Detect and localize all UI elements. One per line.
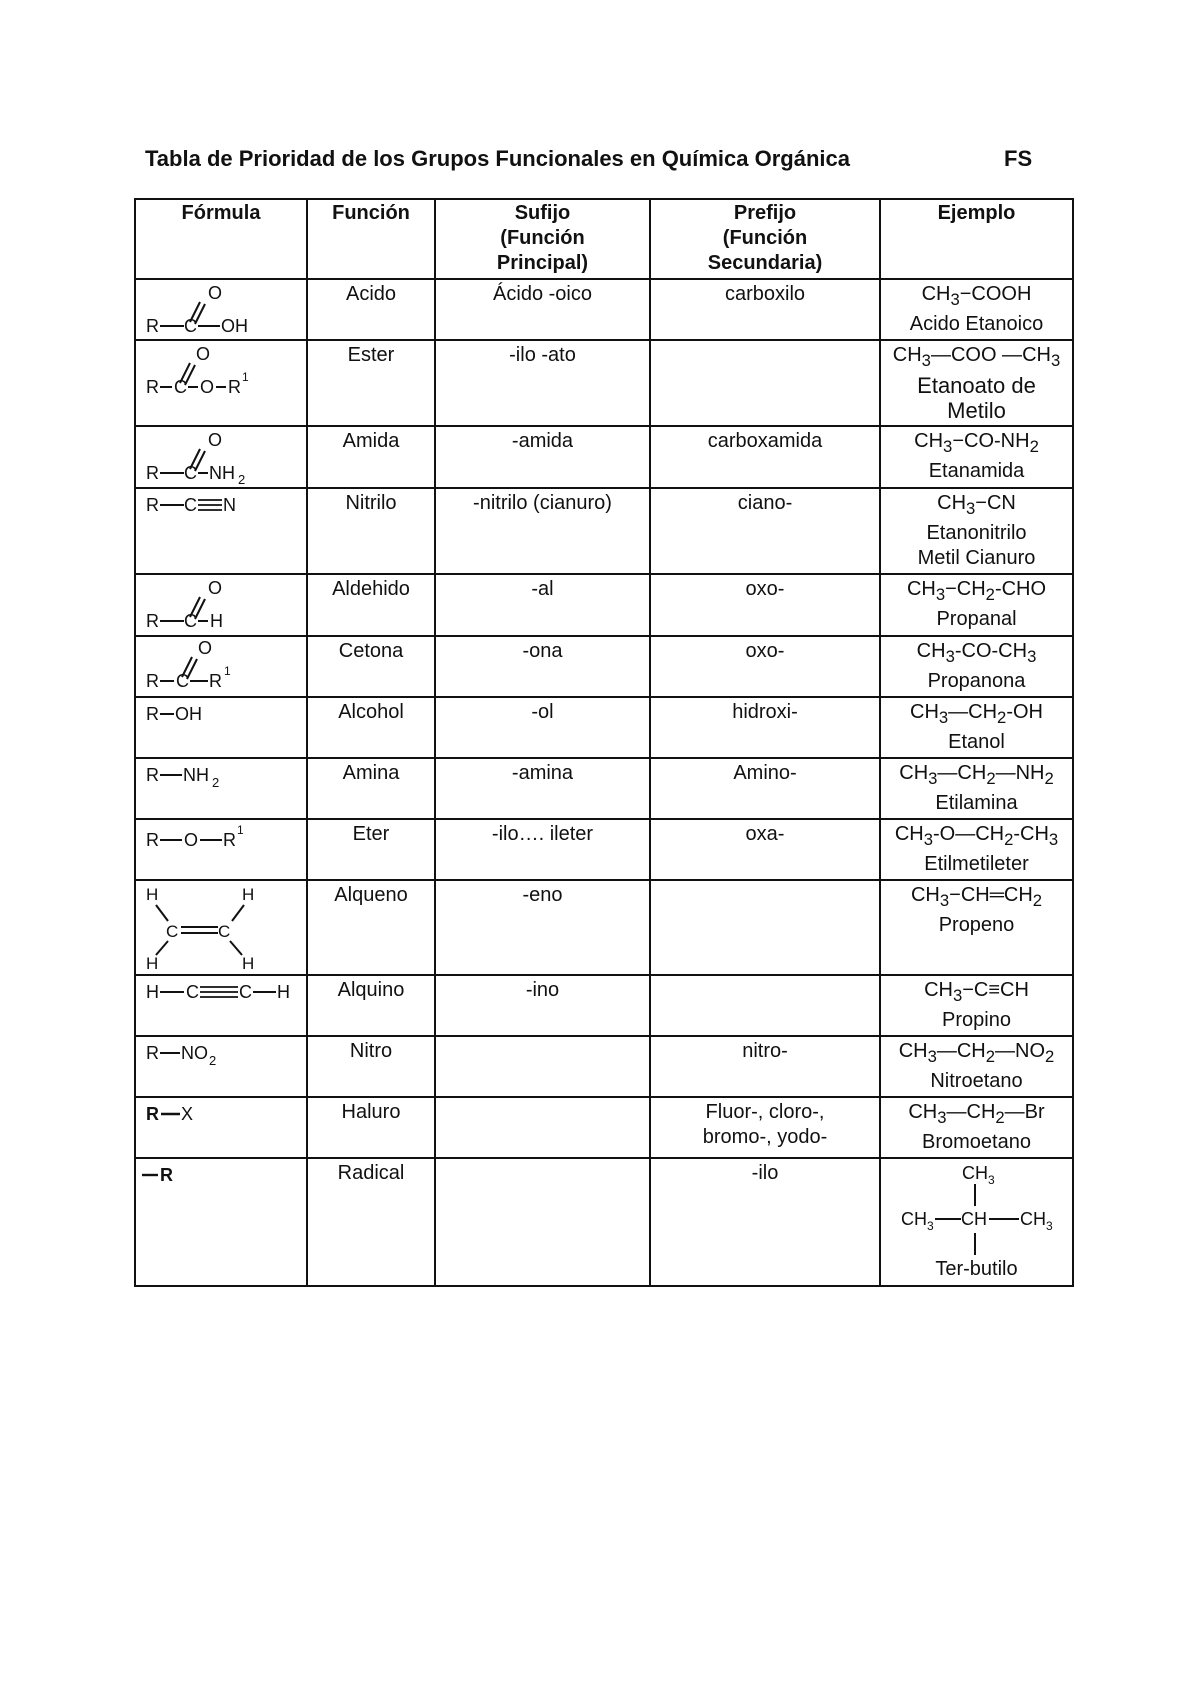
funcion-cell: Alcohol <box>307 697 435 758</box>
svg-text:R: R <box>146 1043 159 1063</box>
svg-text:2: 2 <box>209 1053 217 1068</box>
funcion-cell: Eter <box>307 819 435 880</box>
ejemplo-name: Propeno <box>938 914 1015 936</box>
prefijo-cell: oxo- <box>650 636 880 697</box>
ejemplo-cell <box>880 697 1073 758</box>
ejemplo-cell <box>880 340 1073 426</box>
svg-text:H: H <box>146 885 159 904</box>
sufijo-cell: -ino <box>435 975 650 1036</box>
ejemplo-cell <box>880 279 1073 340</box>
table-row <box>135 758 1073 819</box>
ejemplo-cell <box>880 819 1073 880</box>
structure-acid-formula <box>136 280 306 336</box>
sufijo-cell: -ol <box>435 697 650 758</box>
svg-text:NH: NH <box>183 765 209 785</box>
header-ejemplo: Ejemplo <box>880 199 1073 279</box>
svg-text:R: R <box>146 830 159 850</box>
table-row <box>135 488 1073 574</box>
table-row <box>135 1036 1073 1097</box>
svg-text:C: C <box>184 611 197 631</box>
svg-text:C: C <box>184 316 197 336</box>
funcion-cell: Radical <box>307 1158 435 1286</box>
svg-text:C: C <box>218 922 231 941</box>
ejemplo-formula: $CH_3-CH_2$-CHO <box>906 578 1047 604</box>
svg-text:C: C <box>166 922 179 941</box>
svg-text:1: 1 <box>242 370 249 384</box>
formula-cell <box>135 340 307 426</box>
table-header-row <box>135 199 1073 279</box>
ejemplo-formula: $CH_3-CO-CH_3$ <box>916 640 1037 666</box>
header-funcion: Función <box>307 199 435 279</box>
funcion-cell: Alqueno <box>307 880 435 975</box>
ejemplo-name: Etanamida <box>928 460 1025 482</box>
structure-halide-formula <box>136 1098 306 1128</box>
svg-text:R: R <box>146 316 159 336</box>
funcion-cell: Alquino <box>307 975 435 1036</box>
sufijo-cell: -ona <box>435 636 650 697</box>
ejemplo-formula: $CH_3—COO$ $—CH_3$ <box>892 344 1061 370</box>
ejemplo-cell <box>880 1036 1073 1097</box>
formula-cell <box>135 975 307 1036</box>
svg-text:2: 2 <box>238 472 246 485</box>
svg-text:CH: CH <box>1020 1209 1046 1229</box>
ejemplo-name: Propanal <box>936 608 1017 630</box>
table-row <box>135 1158 1073 1286</box>
ejemplo-formula: $CH_3—CH_2—Br$ <box>908 1101 1045 1127</box>
prefijo-cell: carboxamida <box>650 426 880 488</box>
ejemplo-name: Propanona <box>927 670 1026 692</box>
formula-cell <box>135 1097 307 1158</box>
sufijo-cell <box>435 1036 650 1097</box>
table-row <box>135 819 1073 880</box>
ejemplo-formula: $CH_3-C\equiv CH$ <box>924 979 1029 1005</box>
formula-cell <box>135 819 307 880</box>
ejemplo-name: Etanol <box>948 731 1005 753</box>
funcion-cell: Amida <box>307 426 435 488</box>
structure-amide-formula <box>136 427 306 485</box>
svg-text:CH: CH <box>901 1209 927 1229</box>
funcion-cell: Aldehido <box>307 574 435 636</box>
table-row <box>135 574 1073 636</box>
svg-text:H: H <box>146 982 159 1002</box>
svg-text:NH: NH <box>209 463 235 483</box>
funcion-cell: Acido <box>307 279 435 340</box>
svg-text:H: H <box>242 885 255 904</box>
ejemplo-name: Propino <box>942 1009 1011 1031</box>
functional-groups-table <box>134 198 1074 1287</box>
svg-text:OH: OH <box>175 704 202 724</box>
svg-text:H: H <box>277 982 290 1002</box>
funcion-cell: Nitrilo <box>307 488 435 574</box>
sufijo-cell: -ilo -ato <box>435 340 650 426</box>
sufijo-cell: -ilo…. ileter <box>435 819 650 880</box>
table-row <box>135 1097 1073 1158</box>
svg-text:C: C <box>186 982 199 1002</box>
ejemplo-cell <box>880 1097 1073 1158</box>
svg-text:OH: OH <box>221 316 248 336</box>
funcion-cell: Nitro <box>307 1036 435 1097</box>
svg-text:O: O <box>184 830 199 850</box>
svg-text:C: C <box>184 463 197 483</box>
header-sufijo: Sufijo (Función Principal) <box>435 199 650 279</box>
svg-text:O: O <box>198 638 213 658</box>
svg-text:1: 1 <box>224 664 231 678</box>
funcion-cell: Haluro <box>307 1097 435 1158</box>
prefijo-cell: hidroxi- <box>650 697 880 758</box>
ejemplo-formula: $CH_3-CH═CH_2$ <box>910 884 1043 910</box>
ejemplo-formula: $CH_3-CN$ <box>937 492 1016 518</box>
prefijo-cell <box>650 340 880 426</box>
header-prefijo: Prefijo (Función Secundaria) <box>650 199 880 279</box>
svg-text:R: R <box>146 765 159 785</box>
funcion-cell: Amina <box>307 758 435 819</box>
table-row <box>135 636 1073 697</box>
svg-text:C: C <box>239 982 252 1002</box>
prefijo-cell: carboxilo <box>650 279 880 340</box>
prefijo-cell <box>650 975 880 1036</box>
ejemplo-formula: $CH_3-COOH$ <box>921 283 1032 309</box>
ejemplo-name: Ter-butilo <box>935 1258 1018 1280</box>
structure-ether-formula <box>136 820 306 854</box>
svg-text:N: N <box>223 495 236 515</box>
structure-alcohol-formula <box>136 698 306 728</box>
svg-text:3: 3 <box>1046 1219 1053 1233</box>
svg-text:H: H <box>210 611 223 631</box>
prefijo-cell <box>650 880 880 975</box>
svg-text:R: R <box>146 1104 159 1124</box>
ejemplo-cell <box>880 488 1073 574</box>
ejemplo-formula: $CH_3—CH_2—NO_2$ <box>898 1040 1055 1066</box>
ejemplo-name: Bromoetano <box>922 1131 1031 1153</box>
ejemplo-name: Etilmetileter <box>924 853 1029 875</box>
author-tag: FS <box>1004 146 1033 171</box>
svg-text:CH: CH <box>962 1163 988 1183</box>
structure-ester-formula <box>136 341 306 401</box>
svg-text:O: O <box>208 578 223 598</box>
ejemplo-formula: $CH_3—CH_2—NH_2$ <box>899 762 1054 788</box>
svg-text:C: C <box>176 671 189 691</box>
sufijo-cell: Ácido -oico <box>435 279 650 340</box>
svg-text:CH: CH <box>961 1209 987 1229</box>
svg-text:1: 1 <box>237 823 244 837</box>
svg-text:O: O <box>208 430 223 450</box>
structure-radical-formula <box>136 1159 306 1189</box>
ejemplo-name: Etanoato de Metilo <box>917 373 1036 423</box>
svg-text:R: R <box>146 704 159 724</box>
svg-text:NO: NO <box>181 1043 208 1063</box>
page-title: Tabla de Prioridad de los Grupos Funcionales en Química Orgánica <box>145 146 850 171</box>
svg-text:C: C <box>184 495 197 515</box>
sufijo-cell: -amida <box>435 426 650 488</box>
funcion-cell: Cetona <box>307 636 435 697</box>
svg-text:H: H <box>242 954 255 971</box>
table-row <box>135 975 1073 1036</box>
svg-text:R: R <box>223 830 236 850</box>
svg-text:X: X <box>181 1104 194 1124</box>
svg-text:O: O <box>196 344 211 364</box>
table-row <box>135 279 1073 340</box>
formula-cell <box>135 880 307 975</box>
sufijo-cell <box>435 1097 650 1158</box>
sufijo-cell <box>435 1158 650 1286</box>
funcion-cell: Ester <box>307 340 435 426</box>
formula-cell <box>135 1036 307 1097</box>
sufijo-cell: -nitrilo (cianuro) <box>435 488 650 574</box>
prefijo-cell: oxo- <box>650 574 880 636</box>
structure-ter-butyl-example <box>885 1161 1070 1257</box>
svg-text:H: H <box>146 954 159 971</box>
svg-text:R: R <box>146 671 159 691</box>
structure-nitro-formula <box>136 1037 306 1071</box>
sufijo-cell: -al <box>435 574 650 636</box>
ejemplo-name: Nitroetano <box>930 1070 1023 1092</box>
sufijo-cell: -amina <box>435 758 650 819</box>
prefijo-cell: nitro- <box>650 1036 880 1097</box>
ejemplo-name: Etilamina <box>935 792 1018 814</box>
ejemplo-name: Acido Etanoico <box>909 313 1044 335</box>
header-formula: Fórmula <box>135 199 307 279</box>
structure-aldehyde-formula <box>136 575 306 633</box>
formula-cell <box>135 636 307 697</box>
ejemplo-name: Etanonitrilo <box>926 522 1027 544</box>
svg-text:R: R <box>160 1165 173 1185</box>
svg-text:R: R <box>228 377 241 397</box>
structure-ketone-formula <box>136 637 306 691</box>
svg-text:R: R <box>209 671 222 691</box>
table-row <box>135 426 1073 488</box>
structure-amine-formula <box>136 759 306 793</box>
svg-text:R: R <box>146 495 159 515</box>
prefijo-cell: Amino- <box>650 758 880 819</box>
sufijo-cell: -eno <box>435 880 650 975</box>
ejemplo-cell <box>880 426 1073 488</box>
ejemplo-formula: $CH_3-CO-NH_2$ <box>914 430 1039 456</box>
prefijo-cell: oxa- <box>650 819 880 880</box>
prefijo-cell: ciano- <box>650 488 880 574</box>
table-row <box>135 340 1073 426</box>
structure-alkene-formula <box>136 881 306 971</box>
formula-cell <box>135 426 307 488</box>
svg-text:O: O <box>208 283 223 303</box>
ejemplo-cell <box>880 758 1073 819</box>
structure-alkyne-formula <box>136 976 306 1006</box>
ejemplo-formula: $CH_3—CH_2-OH$ <box>910 701 1043 727</box>
ejemplo-cell <box>880 880 1073 975</box>
svg-text:3: 3 <box>988 1173 995 1187</box>
ejemplo-name-alt: Metil Cianuro <box>917 547 1036 569</box>
table-row <box>135 880 1073 975</box>
table-row <box>135 697 1073 758</box>
formula-cell <box>135 1158 307 1286</box>
svg-text:2: 2 <box>212 775 220 790</box>
formula-cell <box>135 488 307 574</box>
prefijo-cell: Fluor-, cloro-, bromo-, yodo- <box>650 1097 880 1158</box>
prefijo-cell: -ilo <box>650 1158 880 1286</box>
ejemplo-cell <box>880 1158 1073 1286</box>
formula-cell <box>135 697 307 758</box>
formula-cell <box>135 758 307 819</box>
svg-text:R: R <box>146 463 159 483</box>
svg-text:R: R <box>146 611 159 631</box>
ejemplo-cell <box>880 975 1073 1036</box>
svg-text:R: R <box>146 377 159 397</box>
ejemplo-cell <box>880 574 1073 636</box>
ejemplo-cell <box>880 636 1073 697</box>
svg-text:3: 3 <box>927 1219 934 1233</box>
formula-cell <box>135 279 307 340</box>
structure-nitrile-formula <box>136 489 306 519</box>
ejemplo-formula: $CH_3-O—CH_2-CH_3$ <box>894 823 1059 849</box>
formula-cell <box>135 574 307 636</box>
svg-text:O: O <box>200 377 215 397</box>
svg-text:C: C <box>174 377 187 397</box>
